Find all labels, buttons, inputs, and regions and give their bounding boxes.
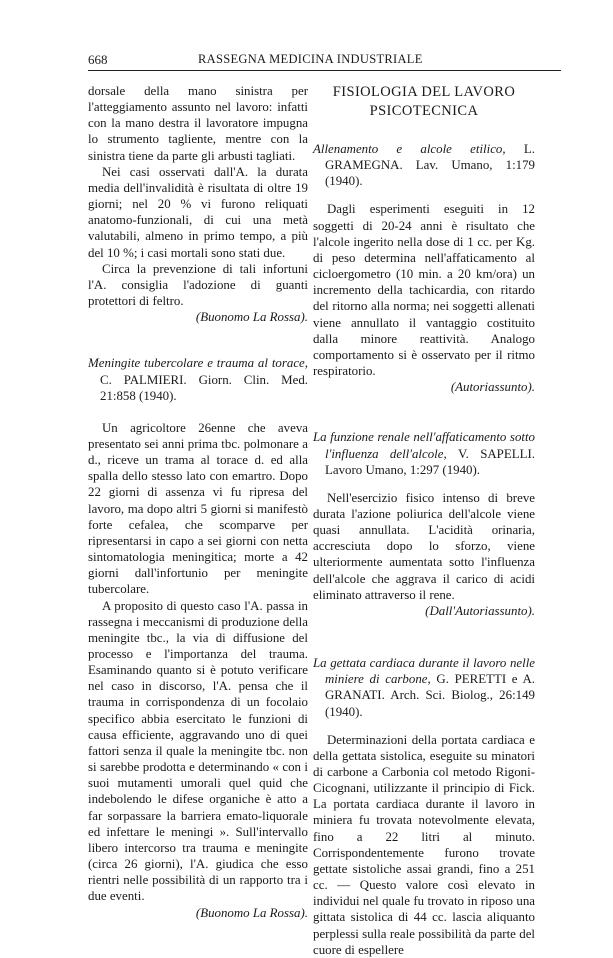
left-column — [88, 83, 308, 921]
paragraph: Dagli esperimenti eseguiti in 12 soggetti di 20-24 anni è risultato che l'alcole ingerito nella dose di 1 cc. per Kg. di peso determina nell'affaticamento al cicloergometro (10 min. a 20 km/ora) un incremento della tachicardia, con ritardo del ritorno alla norma; nei soggetti allenati viene annullato il vantaggio costituito dalla minore reattività. Analogo comportamento si è osservato per il ritmo respiratorio. — [313, 202, 535, 379]
paragraph: Determinazioni della portata cardiaca e della gettata sistolica, eseguite su minatori di carbone a Carbonia col metodo Rigoni-Cicognani, utilizzante il principio di Fick. La portata cardiaca durante il lavoro in miniera fu trovata notevolmente elevata, fino a 22 litri al minuto. Corrispondentemente furono trovate gettate sistoliche assai grandi, fino a 251 cc. — Questo valore così elevato in individui nel quale fu trovato in riposo una gittata sistolica di 44 cc. lascia aliquanto perplessi sulla reale possibilità da parte del cuore di espellere — [313, 732, 535, 957]
right-column — [313, 83, 535, 958]
entry-title: Allenamento e alcole etilico, — [313, 142, 506, 156]
page-header — [88, 52, 561, 71]
section-title-line-2: PSICOTECNICA — [369, 103, 479, 119]
entry-heading — [313, 141, 535, 189]
signature: (Dall'Autoriassunto). — [425, 603, 535, 618]
signature: (Buonomo La Rossa). — [195, 905, 308, 920]
paragraph: Nell'esercizio fisico intenso di breve durata l'azione poliurica dell'alcole viene quasi annullata. L'acidità orinaria, accresciuta dopo lo sforzo, viene ulteriormente aumentata sotto l'influenza dell'alcole che aggrava il carico di acidi eliminato attraverso il rene. — [313, 490, 535, 602]
entry-heading — [88, 355, 308, 403]
entry-reference: V. SAPELLI. Lavoro Umano, 1:297 (1940). — [325, 446, 535, 477]
section-title — [313, 83, 535, 121]
entry-title: La funzione renale nell'affaticamento sotto l'influenza dell'alcole, — [313, 430, 535, 461]
paragraph: dorsale della mano sinistra per l'atteggiamento assunto nel lavoro: infatti con la mano destra il lavoratore impugna lo strumento tagliente, mentre con la sinistra tiene da parte gli arbusti tagliati. — [88, 84, 308, 163]
entry-reference: G. PERETTI e A. GRANATI. Arch. Sci. Biolog., 26:149 (1940). — [325, 672, 535, 719]
entry-reference: C. PALMIERI. Giorn. Clin. Med. 21:858 (1940). — [100, 372, 308, 403]
signature: (Autoriassunto). — [450, 380, 535, 395]
page-number: 668 — [88, 52, 108, 67]
signature: (Buonomo La Rossa). — [195, 310, 308, 325]
entry-heading — [313, 429, 535, 477]
paragraph: Circa la prevenzione di tali infortuni l'A. consiglia l'adozione di guanti protettori di feltro. — [88, 261, 308, 309]
paragraph: A proposito di questo caso l'A. passa in rassegna i meccanismi di produzione della meningite tbc., la via di diffusione del processo e l'importanza del trauma. Esaminando quanto si è potuto verificare nel caso in discorso, l'A. pensa che il trauma in corrispondenza di un focolaio specifico abbia esercitato le funzioni di causa efficiente, aggravando uno di quei fattori senza il quale la meningite tbc. non si sarebbe prodotta e determinando « con i suoi mutamenti umorali quel quid che indebolendo le difese organiche è atto a far sorpassare la barriera emato-liquorale ed infettare le meningi ». Sull'intervallo libero intercorso tra trauma e meningite (circa 26 giorni), l'A. giudica che esso rientri nelle possibilità di un rapporto tra i due eventi. — [88, 598, 308, 904]
entry-heading — [313, 655, 535, 720]
paragraph: Nei casi osservati dall'A. la durata media dell'invalidità è risultata di oltre 19 giorni; nel 20 % vi furono reliquati anatomo-funzionali, di cui una metà valutabili, almeno in primo tempo, a più del 10 %; i casi mortali sono stati due. — [88, 164, 308, 260]
paragraph: Un agricoltore 26enne che aveva presentato sei anni prima tbc. polmonare a d., riceve un trama al torace d. ed alla spalla dello stesso lato con emartro. Dopo 22 giorni di assenza vi fu ripresa del lavoro, ma dopo altri 5 giorni si manifestò forte cefalea, che scomparve per ripresentarsi in capo a sei giorni con netta sintomatologia meningitica; morte a 42 giorni dall'infortunio per meningite tubercolare. — [88, 420, 308, 597]
entry-title: Meningite tubercolare e trauma al torace, — [88, 356, 308, 371]
running-title: RASSEGNA MEDICINA INDUSTRIALE — [198, 52, 423, 66]
entry-title: La gettata cardiaca durante il lavoro nelle miniere di carbone, — [313, 656, 535, 687]
entry-reference: L. GRAMEGNA. Lav. Umano, 1:179 (1940). — [325, 142, 535, 189]
section-title-line-1: FISIOLOGIA DEL LAVORO — [332, 84, 516, 100]
